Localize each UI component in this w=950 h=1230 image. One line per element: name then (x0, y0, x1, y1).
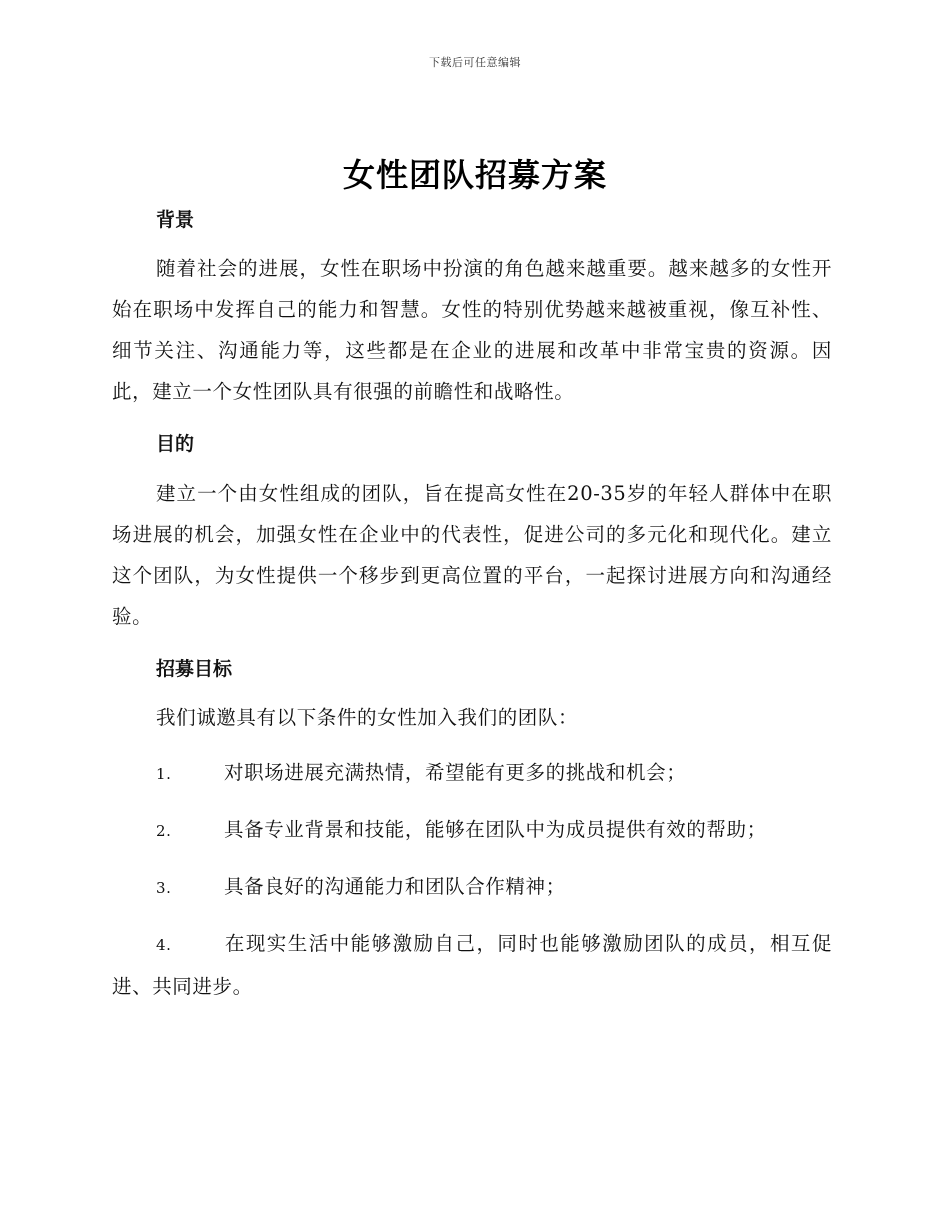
list-item-text: 具备专业背景和技能，能够在团队中为成员提供有效的帮助； (224, 818, 767, 841)
list-item (112, 866, 832, 909)
recruit-intro: 我们诚邀具有以下条件的女性加入我们的团队： (156, 706, 579, 729)
header-note: 下载后可任意编辑 (429, 56, 521, 69)
document-title: 女性团队招募方案 (342, 156, 607, 194)
section-purpose (112, 430, 832, 637)
list-item-number: 2. (156, 822, 172, 840)
list-item (112, 752, 832, 795)
document-body (112, 206, 832, 1007)
section-background (112, 206, 832, 412)
list-item-text: 具备良好的沟通能力和团队合作精神； (224, 875, 566, 898)
list-item (112, 809, 832, 852)
section-heading: 招募目标 (156, 658, 233, 680)
list-item-text: 在现实生活中能够激励自己，同时也能够激励团队的成员，相互促进、共同进步。 (112, 932, 832, 998)
list-item-number: 4. (156, 936, 172, 954)
section-recruit-target (112, 655, 832, 1007)
section-paragraph: 建立一个由女性组成的团队，旨在提高女性在20-35岁的年轻人群体中在职场进展的机会，加强女性在企业中的代表性，促进公司的多元化和现代化。建立这个团队，为女性提供一个移步到更高位置的平台，一起探讨进展方向和沟通经验。 (112, 482, 832, 628)
section-heading: 背景 (156, 209, 195, 231)
list-item-number: 3. (156, 879, 172, 897)
section-heading: 目的 (156, 433, 195, 455)
list-item (112, 923, 832, 1007)
requirement-list (112, 752, 832, 1007)
section-paragraph: 随着社会的进展，女性在职场中扮演的角色越来越重要。越来越多的女性开始在职场中发挥自己的能力和智慧。女性的特别优势越来越被重视，像互补性、细节关注、沟通能力等，这些都是在企业的进展和改革中非常宝贵的资源。因此，建立一个女性团队具有很强的前瞻性和战略性。 (112, 257, 832, 403)
list-item-number: 1. (156, 765, 172, 783)
list-item-text: 对职场进展充满热情，希望能有更多的挑战和机会； (224, 761, 687, 784)
